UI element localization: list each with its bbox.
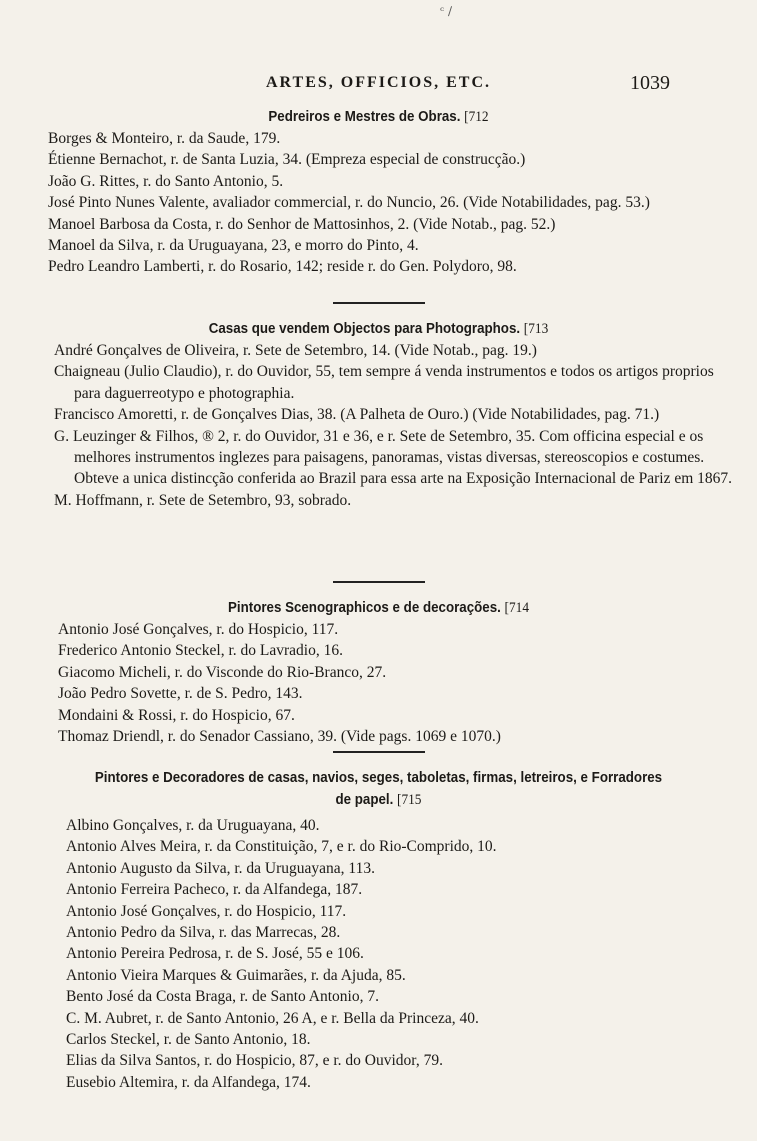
list-item: André Gonçalves de Oliveira, r. Sete de Setembro, 14. (Vide Notab., pag. 19.)	[54, 342, 537, 359]
section-code: [713	[523, 321, 549, 337]
section-code: [714	[504, 600, 530, 616]
list-item: Borges & Monteiro, r. da Saude, 179.	[48, 130, 281, 147]
list-item: Antonio Augusto da Silva, r. da Uruguayana, 113.	[66, 859, 375, 877]
section-title: Pintores e Decoradores de casas, navios, seges, taboletas, firmas, letreiros, e Forradores de papel.	[94, 770, 663, 808]
top-marks: ᶜ ∕	[440, 4, 453, 18]
list-item: Chaigneau (Julio Claudio), r. do Ouvidor, 55, tem sempre á venda instrumentos e todos os artigos proprios para daguerreotypo e photographia.	[54, 363, 714, 402]
list-item: Manoel da Silva, r. da Uruguayana, 23, e morro do Pinto, 4.	[48, 237, 419, 255]
list-item: Antonio José Gonçalves, r. do Hospicio, 117.	[58, 621, 339, 638]
list-item: Antonio Pereira Pedrosa, r. de S. José, 55 e 106.	[66, 945, 364, 963]
list-item: Carlos Steckel, r. de Santo Antonio, 18.	[66, 1031, 311, 1049]
list-item: Antonio José Gonçalves, r. do Hospicio, 117.	[66, 902, 347, 920]
entry-list	[58, 619, 738, 747]
list-item: Antonio Vieira Marques & Guimarães, r. da Ajuda, 85.	[66, 966, 406, 984]
section-heading	[85, 767, 671, 811]
section-scenographicos	[0, 597, 757, 747]
list-item: Antonio Pedro da Silva, r. das Marrecas, 28.	[66, 924, 341, 942]
section-divider	[333, 302, 425, 304]
list-item: Elias da Silva Santos, r. do Hospicio, 87, e r. do Ouvidor, 79.	[66, 1052, 443, 1070]
page-number: 1039	[630, 72, 670, 94]
list-item: Giacomo Micheli, r. do Visconde do Rio-Branco, 27.	[58, 663, 387, 681]
list-item: G. Leuzinger & Filhos, ® 2, r. do Ouvidor, 31 e 36, e r. Sete de Setembro, 35. Com officina especial e os melhores instrumentos inglezes para paisagens, panoramas, vistas diversas, stereoscopios e costumes. Obteve a unica distincção conferida ao Brazil para essa arte na Exposição Internacional de Pariz em 1867.	[54, 427, 733, 488]
section-heading	[30, 318, 726, 340]
list-item: M. Hoffmann, r. Sete de Setembro, 93, sobrado.	[54, 491, 352, 509]
section-decoradores	[0, 767, 757, 1093]
list-item: João Pedro Sovette, r. de S. Pedro, 143.	[58, 685, 303, 703]
list-item: Pedro Leandro Lamberti, r. do Rosario, 142; reside r. do Gen. Polydoro, 98.	[48, 258, 517, 276]
list-item: Albino Gonçalves, r. da Uruguayana, 40.	[66, 817, 320, 834]
section-code: [715	[397, 792, 422, 808]
list-item: Manoel Barbosa da Costa, r. do Senhor de Mattosinhos, 2. (Vide Notab., pag. 52.)	[48, 215, 556, 233]
section-title: Pedreiros e Mestres de Obras.	[268, 109, 461, 125]
section-divider	[333, 751, 425, 753]
list-item: Antonio Ferreira Pacheco, r. da Alfandega, 187.	[66, 881, 363, 899]
list-item: Francisco Amoretti, r. de Gonçalves Dias, 38. (A Palheta de Ouro.) (Vide Notabilidades, pag. 71.)	[54, 406, 660, 424]
page-header	[0, 74, 757, 100]
entry-list	[48, 128, 738, 278]
list-item: Thomaz Driendl, r. do Senador Cassiano, 39. (Vide pags. 1069 e 1070.)	[58, 728, 501, 746]
list-item: Bento José da Costa Braga, r. de Santo Antonio, 7.	[66, 988, 379, 1006]
section-pedreiros	[0, 106, 757, 278]
list-item: C. M. Aubret, r. de Santo Antonio, 26 A, e r. Bella da Princeza, 40.	[66, 1009, 479, 1027]
list-item: João G. Rittes, r. do Santo Antonio, 5.	[48, 172, 284, 190]
list-item: Étienne Bernachot, r. de Santa Luzia, 34. (Empreza especial de construcção.)	[48, 151, 526, 169]
entry-list	[54, 340, 738, 511]
section-title: Pintores Scenographicos e de decorações.	[227, 600, 501, 616]
running-title: ARTES, OFFICIOS, ETC.	[265, 74, 492, 91]
list-item: Eusebio Altemira, r. da Alfandega, 174.	[66, 1073, 311, 1091]
section-photographos	[0, 318, 757, 511]
list-item: Antonio Alves Meira, r. da Constituição, 7, e r. do Rio-Comprido, 10.	[66, 838, 497, 856]
list-item: Frederico Antonio Steckel, r. do Lavradio, 16.	[58, 642, 343, 660]
list-item: Mondaini & Rossi, r. do Hospicio, 67.	[58, 706, 295, 724]
section-code: [712	[464, 109, 489, 125]
section-heading	[30, 106, 726, 128]
section-divider	[333, 581, 425, 583]
entry-list	[66, 815, 738, 1093]
section-heading	[30, 597, 726, 619]
section-title: Casas que vendem Objectos para Photographos.	[208, 321, 521, 337]
list-item: José Pinto Nunes Valente, avaliador commercial, r. do Nuncio, 26. (Vide Notabilidades, pag. 53.)	[48, 194, 650, 212]
